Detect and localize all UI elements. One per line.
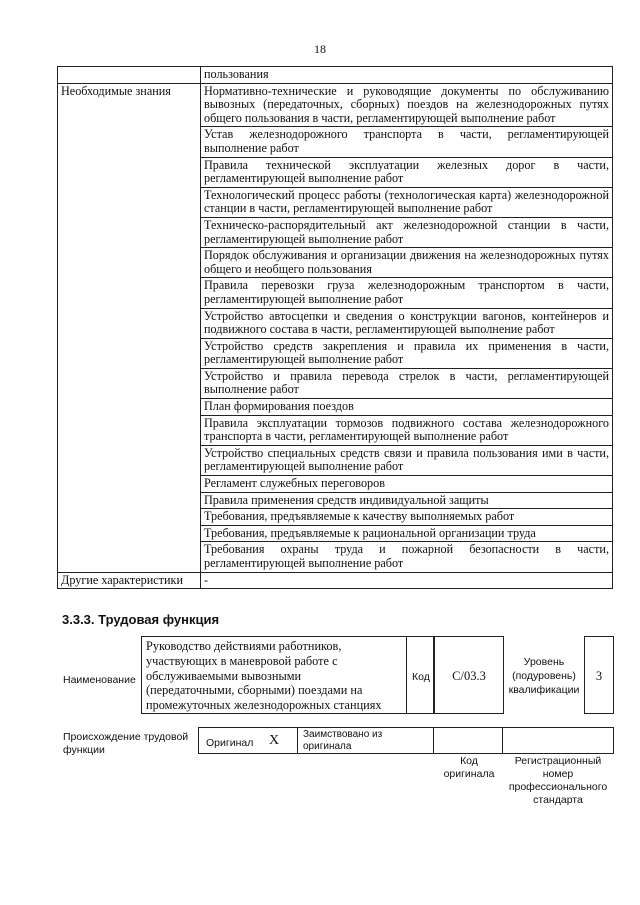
- origin-label: Происхождение трудовой функции: [63, 731, 189, 756]
- function-name-line: Руководство действиями работников,: [146, 639, 342, 653]
- knowledge-item: Нормативно-технические и руководящие документы по обслуживанию вывозных (передаточных, сборных) поездов на железнодорожных путях общего пользования в части, регламентирующей выполнение работ: [201, 83, 613, 127]
- level-value-cell: [584, 636, 614, 714]
- knowledge-item: Требования, предъявляемые к качеству выполняемых работ: [201, 509, 613, 526]
- origin-box: [198, 727, 614, 754]
- knowledge-item: Устройство автосцепки и сведения о конструкции вагонов, контейнеров и подвижного состава в части, регламентирующей выполнение работ: [201, 308, 613, 338]
- knowledge-item: Правила применения средств индивидуальной защиты: [201, 492, 613, 509]
- reg-number-label: Регистрационный номер профессионального стандарта: [508, 755, 608, 806]
- knowledge-item: Техническо-распорядительный акт железнодорожной станции в части, регламентирующей выполнение работ: [201, 217, 613, 247]
- knowledge-item: Технологический процесс работы (технологическая карта) железнодорожной станции в части, регламентирующей выполнение работ: [201, 187, 613, 217]
- borrowed-label: Заимствовано из оригинала: [303, 729, 383, 752]
- continuation-cell: пользования: [201, 67, 613, 84]
- function-name-line: обслуживаемыми вывозными: [146, 668, 302, 683]
- function-name-line: (передаточными, сборными) поездами на: [146, 683, 363, 698]
- function-name-line: промежуточных железнодорожных станциях: [146, 698, 382, 713]
- table-row: [58, 83, 613, 127]
- knowledge-item: Правила технической эксплуатации железных дорог в части, регламентирующей выполнение работ: [201, 157, 613, 187]
- knowledge-item: Устройство и правила перевода стрелок в части, регламентирующей выполнение работ: [201, 368, 613, 398]
- section-title: 3.3.3. Трудовая функция: [62, 612, 220, 627]
- knowledge-item: Устав железнодорожного транспорта в части, регламентирующей выполнение работ: [201, 127, 613, 157]
- knowledge-item: Требования охраны труда и пожарной безопасности в части, регламентирующей выполнение работ: [201, 542, 613, 572]
- original-mark: X: [269, 733, 280, 748]
- knowledge-item: Порядок обслуживания и организации движения на железнодорожных путях общего и необщего пользования: [201, 248, 613, 278]
- table-row: [58, 572, 613, 589]
- knowledge-item: Требования, предъявляемые к рациональной организации труда: [201, 525, 613, 542]
- code-original-label: Код оригинала: [443, 755, 495, 780]
- code-label: Код: [412, 671, 430, 683]
- code-value: С/03.3: [452, 669, 486, 683]
- other-label: Другие характеристики: [58, 572, 201, 589]
- page-number: 18: [314, 42, 326, 56]
- requirements-table: [57, 66, 613, 589]
- function-name-box: [141, 636, 407, 714]
- knowledge-item: Устройство специальных средств связи и правила пользования ими в части, регламентирующей выполнение работ: [201, 445, 613, 475]
- code-value-cell: [434, 636, 504, 714]
- divider: [502, 727, 503, 754]
- other-value: -: [201, 572, 613, 589]
- empty-label-cell: [58, 67, 201, 84]
- knowledge-item: Устройство средств закрепления и правила их применения в части, регламентирующей выполнение работ: [201, 338, 613, 368]
- function-name-line: участвующих в маневровой работе с: [146, 653, 338, 668]
- divider: [433, 727, 434, 754]
- table-row: [58, 67, 613, 84]
- function-name-text: [142, 637, 407, 715]
- knowledge-item: Правила эксплуатации тормозов подвижного состава железнодорожного транспорта в части, регламентирующей выполнение работ: [201, 415, 613, 445]
- original-label: Оригинал: [206, 737, 254, 749]
- knowledge-item: Правила перевозки груза железнодорожным транспортом в части, регламентирующей выполнение работ: [201, 278, 613, 308]
- code-label-cell: [406, 636, 434, 714]
- level-label: Уровень (подуровень) квалификации: [508, 656, 580, 696]
- knowledge-label: Необходимые знания: [58, 83, 201, 572]
- knowledge-item: План формирования поездов: [201, 399, 613, 416]
- knowledge-item: Регламент служебных переговоров: [201, 476, 613, 493]
- level-value: 3: [595, 669, 603, 683]
- divider: [297, 727, 298, 754]
- name-label: Наименование: [63, 674, 136, 686]
